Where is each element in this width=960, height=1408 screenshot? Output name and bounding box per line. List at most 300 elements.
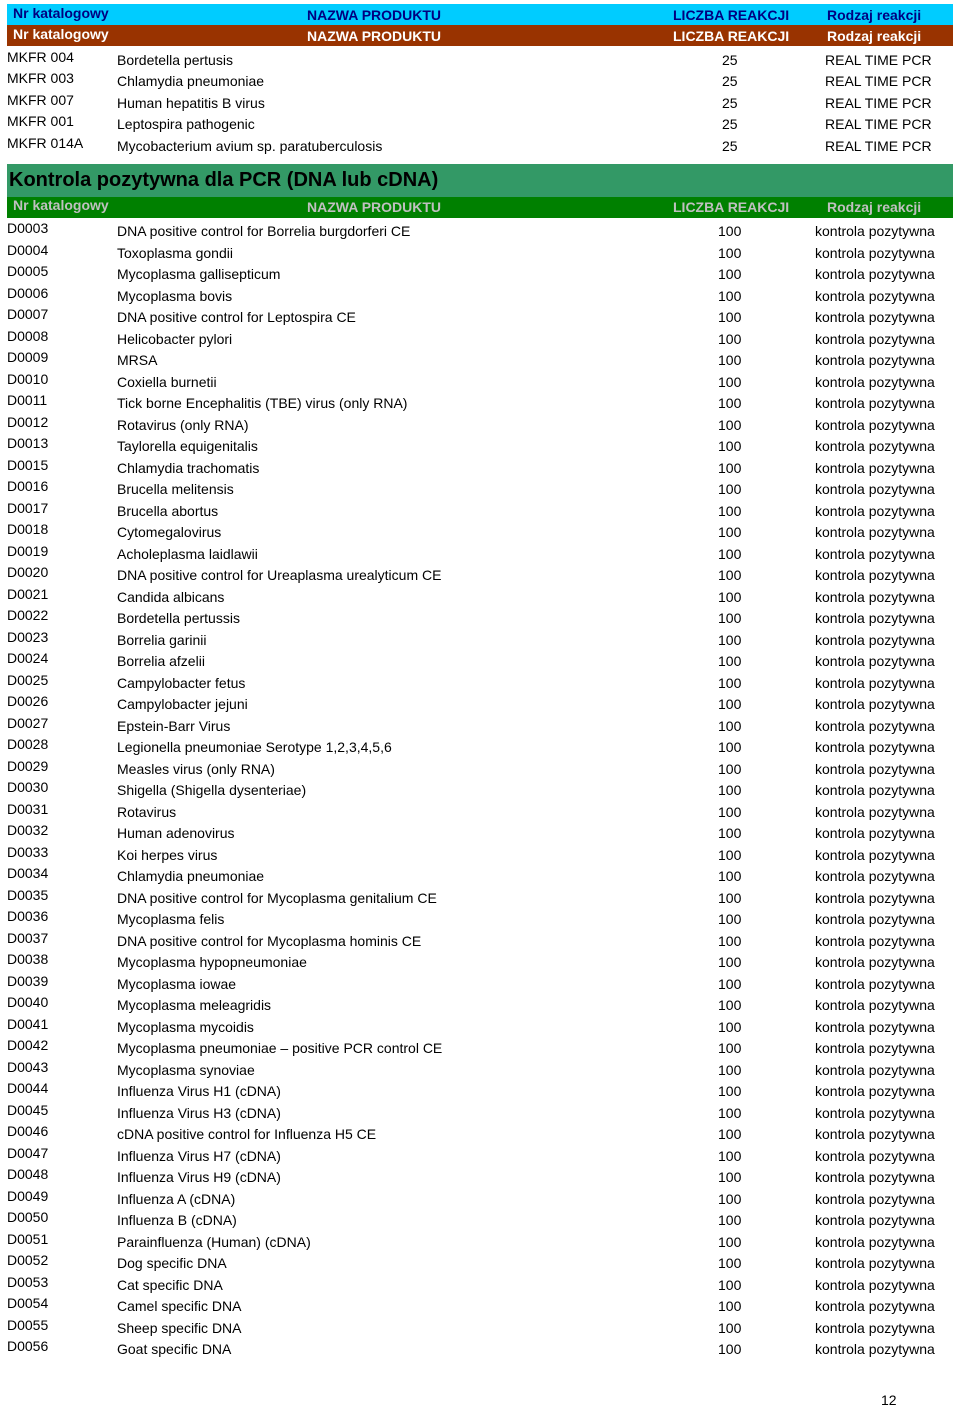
- reaction-type: kontrola pozytywna: [815, 846, 935, 863]
- reaction-type: kontrola pozytywna: [815, 287, 935, 304]
- table-row: [7, 927, 953, 949]
- table-row: [7, 1228, 953, 1250]
- reaction-type: kontrola pozytywna: [815, 502, 935, 519]
- product-name: Measles virus (only RNA): [117, 760, 275, 777]
- product-name: Borrelia garinii: [117, 631, 207, 648]
- product-name: Human adenovirus: [117, 825, 235, 841]
- reaction-count: 100: [718, 545, 742, 562]
- product-name: Human hepatitis B virus: [117, 94, 265, 111]
- catalog-number: D0011: [7, 392, 48, 408]
- reaction-count: 100: [718, 1083, 742, 1099]
- reaction-type: REAL TIME PCR: [825, 137, 932, 154]
- table-row: [7, 1293, 953, 1315]
- reaction-count: 100: [718, 459, 742, 476]
- reaction-count: 25: [722, 116, 738, 132]
- table-row: [7, 1185, 953, 1207]
- catalog-number: D0036: [7, 908, 49, 924]
- product-name: Campylobacter jejuni: [117, 696, 248, 712]
- reaction-type: kontrola pozytywna: [815, 266, 935, 282]
- product-name: Candida albicans: [117, 588, 225, 605]
- table-row: [7, 669, 953, 691]
- catalog-number: D0054: [7, 1295, 49, 1311]
- product-name: Cytomegalovirus: [117, 524, 222, 540]
- catalog-number: D0030: [7, 779, 49, 795]
- product-name: Campylobacter fetus: [117, 674, 246, 691]
- product-name: Coxiella burnetii: [117, 373, 217, 390]
- reaction-type: kontrola pozytywna: [815, 1319, 935, 1336]
- product-name: Rotavirus (only RNA): [117, 416, 249, 433]
- table-row: [7, 798, 953, 820]
- catalog-number: D0042: [7, 1037, 49, 1053]
- reaction-count: 100: [718, 395, 742, 411]
- table-row: [7, 1078, 953, 1100]
- product-name: Mycoplasma felis: [117, 911, 225, 927]
- table-row: [7, 949, 953, 971]
- reaction-count: 100: [718, 481, 742, 497]
- product-name: Brucella melitensis: [117, 481, 234, 497]
- table-row: [7, 605, 953, 627]
- table-header-green: [7, 197, 953, 218]
- catalog-number: D0003: [7, 220, 49, 236]
- reaction-type: kontrola pozytywna: [815, 1083, 935, 1099]
- product-name: Camel specific DNA: [117, 1298, 242, 1314]
- reaction-count: 100: [718, 846, 742, 863]
- product-name: Acholeplasma laidlawii: [117, 545, 258, 562]
- reaction-type: kontrola pozytywna: [815, 631, 935, 648]
- reaction-type: kontrola pozytywna: [815, 889, 935, 906]
- reaction-type: kontrola pozytywna: [815, 438, 935, 454]
- table-row: [7, 863, 953, 885]
- reaction-type: kontrola pozytywna: [815, 932, 935, 949]
- reaction-count: 100: [718, 309, 742, 325]
- reaction-count: 100: [718, 739, 742, 755]
- table-row: [7, 884, 953, 906]
- reaction-count: 100: [718, 502, 742, 519]
- reaction-type: REAL TIME PCR: [825, 94, 932, 111]
- reaction-count: 100: [718, 1190, 742, 1207]
- header-reactions: LICZBA REAKCJI: [673, 6, 790, 23]
- product-name: DNA positive control for Mycoplasma hominis CE: [117, 932, 422, 949]
- table-row: [7, 626, 953, 648]
- reaction-type: kontrola pozytywna: [815, 1126, 935, 1142]
- catalog-number: D0015: [7, 456, 49, 473]
- reaction-type: kontrola pozytywna: [815, 825, 935, 841]
- catalog-number: D0043: [7, 1058, 49, 1075]
- reaction-count: 25: [722, 73, 738, 89]
- table-row: [7, 411, 953, 433]
- table-header-cyan: [7, 4, 953, 25]
- reaction-count: 100: [718, 1255, 742, 1271]
- reaction-type: kontrola pozytywna: [815, 1018, 935, 1035]
- table-row: [7, 562, 953, 584]
- table-row: [7, 497, 953, 519]
- reaction-type: kontrola pozytywna: [815, 674, 935, 691]
- reaction-type: kontrola pozytywna: [815, 1147, 935, 1164]
- catalog-number: D0004: [7, 241, 49, 258]
- catalog-number: D0040: [7, 994, 49, 1010]
- reaction-type: kontrola pozytywna: [815, 416, 935, 433]
- reaction-type: kontrola pozytywna: [815, 696, 935, 712]
- reaction-count: 100: [718, 567, 742, 583]
- reaction-type: kontrola pozytywna: [815, 1169, 935, 1185]
- reaction-count: 100: [718, 889, 742, 906]
- catalog-number: D0025: [7, 671, 49, 688]
- reaction-type: REAL TIME PCR: [825, 51, 932, 68]
- catalog-number: MKFR 004: [7, 48, 74, 65]
- header-catalog: Nr katalogowy: [13, 4, 109, 21]
- reaction-count: 100: [718, 1126, 742, 1142]
- reaction-type: kontrola pozytywna: [815, 373, 935, 390]
- table-row: [7, 755, 953, 777]
- catalog-number: D0032: [7, 822, 49, 838]
- product-name: DNA positive control for Ureaplasma urealyticum CE: [117, 567, 442, 583]
- reaction-type: kontrola pozytywna: [815, 1040, 935, 1056]
- reaction-count: 100: [718, 1319, 742, 1336]
- reaction-count: 100: [718, 416, 742, 433]
- header-reactions: LICZBA REAKCJI: [673, 27, 790, 44]
- table-row: [7, 89, 953, 111]
- header-type: Rodzaj reakcji: [827, 199, 922, 215]
- reaction-count: 100: [718, 975, 742, 992]
- product-name: Dog specific DNA: [117, 1255, 227, 1271]
- product-name: Influenza Virus H3 (cDNA): [117, 1104, 281, 1121]
- catalog-number: D0023: [7, 628, 49, 645]
- table-row: [7, 583, 953, 605]
- reaction-count: 100: [718, 1147, 742, 1164]
- product-name: DNA positive control for Borrelia burgdorferi CE: [117, 223, 411, 239]
- product-name: Tick borne Encephalitis (TBE) virus (only RNA): [117, 395, 408, 411]
- reaction-count: 100: [718, 524, 742, 540]
- header-catalog: Nr katalogowy: [13, 25, 109, 42]
- product-name: Parainfluenza (Human) (cDNA): [117, 1233, 311, 1250]
- table-row: [7, 820, 953, 842]
- product-name: Mycoplasma gallisepticum: [117, 266, 281, 282]
- catalog-number: D0005: [7, 263, 49, 279]
- reaction-count: 100: [718, 1233, 742, 1250]
- catalog-number: D0018: [7, 521, 49, 537]
- reaction-type: kontrola pozytywna: [815, 803, 935, 820]
- table-row: [7, 304, 953, 326]
- reaction-count: 25: [722, 94, 738, 111]
- product-name: Mycobacterium avium sp. paratuberculosis: [117, 137, 383, 154]
- reaction-type: kontrola pozytywna: [815, 782, 935, 798]
- table-row: [7, 1207, 953, 1229]
- reaction-count: 100: [718, 1061, 742, 1078]
- reaction-type: kontrola pozytywna: [815, 997, 935, 1013]
- reaction-type: kontrola pozytywna: [815, 545, 935, 562]
- catalog-number: D0055: [7, 1316, 49, 1333]
- reaction-count: 100: [718, 438, 742, 454]
- reaction-count: 100: [718, 588, 742, 605]
- product-name: Legionella pneumoniae Serotype 1,2,3,4,5,6: [117, 739, 392, 755]
- reaction-type: kontrola pozytywna: [815, 309, 935, 325]
- catalog-number: MKFR 003: [7, 70, 74, 86]
- table-row: [7, 282, 953, 304]
- reaction-type: kontrola pozytywna: [815, 1276, 935, 1293]
- catalog-number: D0006: [7, 284, 49, 301]
- header-product: NAZWA PRODUKTU: [307, 6, 442, 23]
- table-row: [7, 1271, 953, 1293]
- product-name: Mycoplasma bovis: [117, 287, 233, 304]
- table-row: [7, 841, 953, 863]
- catalog-number: D0007: [7, 306, 49, 322]
- positive-control-table: [7, 218, 953, 1358]
- table-row: [7, 970, 953, 992]
- reaction-type: REAL TIME PCR: [825, 116, 932, 132]
- catalog-number: D0021: [7, 585, 49, 602]
- reaction-count: 100: [718, 954, 742, 970]
- product-name: Cat specific DNA: [117, 1276, 223, 1293]
- product-name: DNA positive control for Leptospira CE: [117, 309, 356, 325]
- header-type: Rodzaj reakcji: [827, 6, 922, 23]
- reaction-count: 100: [718, 932, 742, 949]
- table-row: [7, 111, 953, 133]
- reaction-count: 100: [718, 223, 742, 239]
- table-row: [7, 132, 953, 154]
- product-name: Brucella abortus: [117, 502, 219, 519]
- product-name: Influenza A (cDNA): [117, 1190, 236, 1207]
- catalog-number: MKFR 014A: [7, 134, 84, 151]
- product-name: Mycoplasma meleagridis: [117, 997, 272, 1013]
- reaction-count: 100: [718, 1169, 742, 1185]
- catalog-number: D0024: [7, 650, 49, 666]
- table-row: [7, 734, 953, 756]
- table-row: [7, 68, 953, 90]
- reaction-count: 100: [718, 653, 742, 669]
- reaction-count: 100: [718, 803, 742, 820]
- catalog-number: D0033: [7, 843, 49, 860]
- reaction-count: 100: [718, 373, 742, 390]
- table-header-rust: [7, 25, 953, 46]
- table-row: [7, 390, 953, 412]
- product-name: Influenza Virus H7 (cDNA): [117, 1147, 281, 1164]
- catalog-number: D0048: [7, 1166, 49, 1182]
- reaction-type: kontrola pozytywna: [815, 1104, 935, 1121]
- table-row: [7, 906, 953, 928]
- catalog-number: D0047: [7, 1144, 49, 1161]
- reaction-type: kontrola pozytywna: [815, 911, 935, 927]
- reaction-type: kontrola pozytywna: [815, 1212, 935, 1228]
- table-row: [7, 1250, 953, 1272]
- catalog-number: D0031: [7, 800, 49, 817]
- reaction-count: 100: [718, 266, 742, 282]
- catalog-number: D0038: [7, 951, 49, 967]
- product-name: Influenza B (cDNA): [117, 1212, 237, 1228]
- reaction-count: 100: [718, 825, 742, 841]
- reaction-count: 100: [718, 1212, 742, 1228]
- page-number: 12: [881, 1392, 897, 1408]
- catalog-number: D0012: [7, 413, 49, 430]
- header-reactions: LICZBA REAKCJI: [673, 199, 790, 215]
- product-name: Taylorella equigenitalis: [117, 438, 258, 454]
- product-name: Borrelia afzelii: [117, 653, 205, 669]
- reaction-type: kontrola pozytywna: [815, 975, 935, 992]
- catalog-number: D0034: [7, 865, 49, 881]
- reaction-type: kontrola pozytywna: [815, 868, 935, 884]
- table-row: [7, 46, 953, 68]
- product-name: Helicobacter pylori: [117, 330, 233, 347]
- reaction-type: kontrola pozytywna: [815, 481, 935, 497]
- reaction-count: 25: [722, 51, 738, 68]
- product-name: Toxoplasma gondii: [117, 244, 233, 261]
- catalog-number: D0035: [7, 886, 49, 903]
- table-row: [7, 218, 953, 240]
- product-name: Mycoplasma iowae: [117, 975, 237, 992]
- reaction-count: 100: [718, 287, 742, 304]
- reaction-type: kontrola pozytywna: [815, 1233, 935, 1250]
- reaction-type: kontrola pozytywna: [815, 717, 935, 734]
- product-name: cDNA positive control for Influenza H5 CE: [117, 1126, 377, 1142]
- product-name: Chlamydia pneumoniae: [117, 868, 265, 884]
- catalog-number: D0045: [7, 1101, 49, 1118]
- catalog-number: MKFR 007: [7, 91, 74, 108]
- reaction-type: kontrola pozytywna: [815, 352, 935, 368]
- product-name: Chlamydia pneumoniae: [117, 73, 265, 89]
- catalog-number: D0013: [7, 435, 49, 451]
- product-name: Shigella (Shigella dysenteriae): [117, 782, 307, 798]
- table-row: [7, 1013, 953, 1035]
- reaction-count: 100: [718, 1018, 742, 1035]
- reaction-type: kontrola pozytywna: [815, 1298, 935, 1314]
- catalog-number: MKFR 001: [7, 113, 74, 129]
- reaction-type: kontrola pozytywna: [815, 588, 935, 605]
- table-row: [7, 1056, 953, 1078]
- section-title: Kontrola pozytywna dla PCR (DNA lub cDNA): [7, 164, 953, 197]
- catalog-number: D0046: [7, 1123, 49, 1139]
- reaction-count: 100: [718, 244, 742, 261]
- catalog-number: D0017: [7, 499, 49, 516]
- reaction-count: 100: [718, 1104, 742, 1121]
- product-name: Rotavirus: [117, 803, 177, 820]
- product-name: Mycoplasma pneumoniae – positive PCR control CE: [117, 1040, 443, 1056]
- table-row: [7, 992, 953, 1014]
- table-row: [7, 540, 953, 562]
- product-sheet: [7, 4, 953, 1357]
- table-row: [7, 712, 953, 734]
- product-name: Influenza Virus H9 (cDNA): [117, 1169, 281, 1185]
- table-row: [7, 1314, 953, 1336]
- product-name: Mycoplasma synoviae: [117, 1061, 255, 1078]
- table-row: [7, 476, 953, 498]
- catalog-number: D0041: [7, 1015, 49, 1032]
- reaction-count: 100: [718, 352, 742, 368]
- product-name: Sheep specific DNA: [117, 1319, 242, 1336]
- reaction-type: kontrola pozytywna: [815, 524, 935, 540]
- product-name: Mycoplasma mycoidis: [117, 1018, 254, 1035]
- table-row: [7, 1035, 953, 1057]
- product-name: DNA positive control for Mycoplasma genitalium CE: [117, 889, 437, 906]
- reaction-type: kontrola pozytywna: [815, 760, 935, 777]
- table-row: [7, 1099, 953, 1121]
- table-row: [7, 1121, 953, 1143]
- reaction-type: kontrola pozytywna: [815, 1190, 935, 1207]
- header-product: NAZWA PRODUKTU: [307, 199, 442, 215]
- catalog-number: D0053: [7, 1273, 49, 1290]
- catalog-number: D0039: [7, 972, 49, 989]
- reaction-count: 100: [718, 868, 742, 884]
- reaction-type: REAL TIME PCR: [825, 73, 932, 89]
- reaction-type: kontrola pozytywna: [815, 244, 935, 261]
- catalog-number: D0010: [7, 370, 49, 387]
- product-name: Bordetella pertussis: [117, 610, 240, 626]
- product-name: Mycoplasma hypopneumoniae: [117, 954, 307, 970]
- catalog-number: D0044: [7, 1080, 49, 1096]
- product-name: Chlamydia trachomatis: [117, 459, 260, 476]
- catalog-number: D0009: [7, 349, 49, 365]
- table-row: [7, 648, 953, 670]
- table-row: [7, 691, 953, 713]
- reaction-count: 100: [718, 1298, 742, 1314]
- catalog-number: D0049: [7, 1187, 49, 1204]
- header-product: NAZWA PRODUKTU: [307, 27, 442, 44]
- table-row: [7, 261, 953, 283]
- catalog-number: D0026: [7, 693, 49, 709]
- table-row: [7, 433, 953, 455]
- header-type: Rodzaj reakcji: [827, 27, 922, 44]
- reaction-count: 100: [718, 1341, 742, 1357]
- table-row: [7, 347, 953, 369]
- catalog-number: D0037: [7, 929, 49, 946]
- reaction-type: kontrola pozytywna: [815, 567, 935, 583]
- catalog-number: D0028: [7, 736, 49, 752]
- catalog-number: D0051: [7, 1230, 49, 1247]
- catalog-number: D0027: [7, 714, 49, 731]
- table-row: [7, 777, 953, 799]
- reaction-type: kontrola pozytywna: [815, 223, 935, 239]
- table-row: [7, 239, 953, 261]
- table-row: [7, 519, 953, 541]
- reaction-type: kontrola pozytywna: [815, 653, 935, 669]
- product-name: Koi herpes virus: [117, 846, 218, 863]
- reaction-count: 100: [718, 997, 742, 1013]
- catalog-number: D0019: [7, 542, 49, 559]
- catalog-number: D0022: [7, 607, 49, 623]
- reaction-type: kontrola pozytywna: [815, 395, 935, 411]
- catalog-number: D0016: [7, 478, 49, 494]
- reaction-type: kontrola pozytywna: [815, 330, 935, 347]
- table-row: [7, 1142, 953, 1164]
- reaction-type: kontrola pozytywna: [815, 459, 935, 476]
- reaction-type: kontrola pozytywna: [815, 1341, 935, 1357]
- reaction-count: 100: [718, 1276, 742, 1293]
- reaction-count: 100: [718, 610, 742, 626]
- reaction-count: 100: [718, 717, 742, 734]
- reaction-type: kontrola pozytywna: [815, 1061, 935, 1078]
- table-row: [7, 1164, 953, 1186]
- catalog-number: D0050: [7, 1209, 49, 1225]
- reaction-type: kontrola pozytywna: [815, 610, 935, 626]
- reaction-count: 100: [718, 631, 742, 648]
- reaction-count: 100: [718, 782, 742, 798]
- product-name: Bordetella pertusis: [117, 51, 233, 68]
- reaction-count: 25: [722, 137, 738, 154]
- catalog-number: D0029: [7, 757, 49, 774]
- table-row: [7, 325, 953, 347]
- reaction-count: 100: [718, 1040, 742, 1056]
- reaction-count: 100: [718, 760, 742, 777]
- table-row: [7, 368, 953, 390]
- reaction-type: kontrola pozytywna: [815, 954, 935, 970]
- reaction-type: kontrola pozytywna: [815, 739, 935, 755]
- product-name: MRSA: [117, 352, 158, 368]
- table-row: [7, 454, 953, 476]
- reaction-count: 100: [718, 911, 742, 927]
- reaction-type: kontrola pozytywna: [815, 1255, 935, 1271]
- product-name: Epstein-Barr Virus: [117, 717, 231, 734]
- product-name: Influenza Virus H1 (cDNA): [117, 1083, 281, 1099]
- reaction-count: 100: [718, 674, 742, 691]
- realtime-pcr-table: [7, 46, 953, 154]
